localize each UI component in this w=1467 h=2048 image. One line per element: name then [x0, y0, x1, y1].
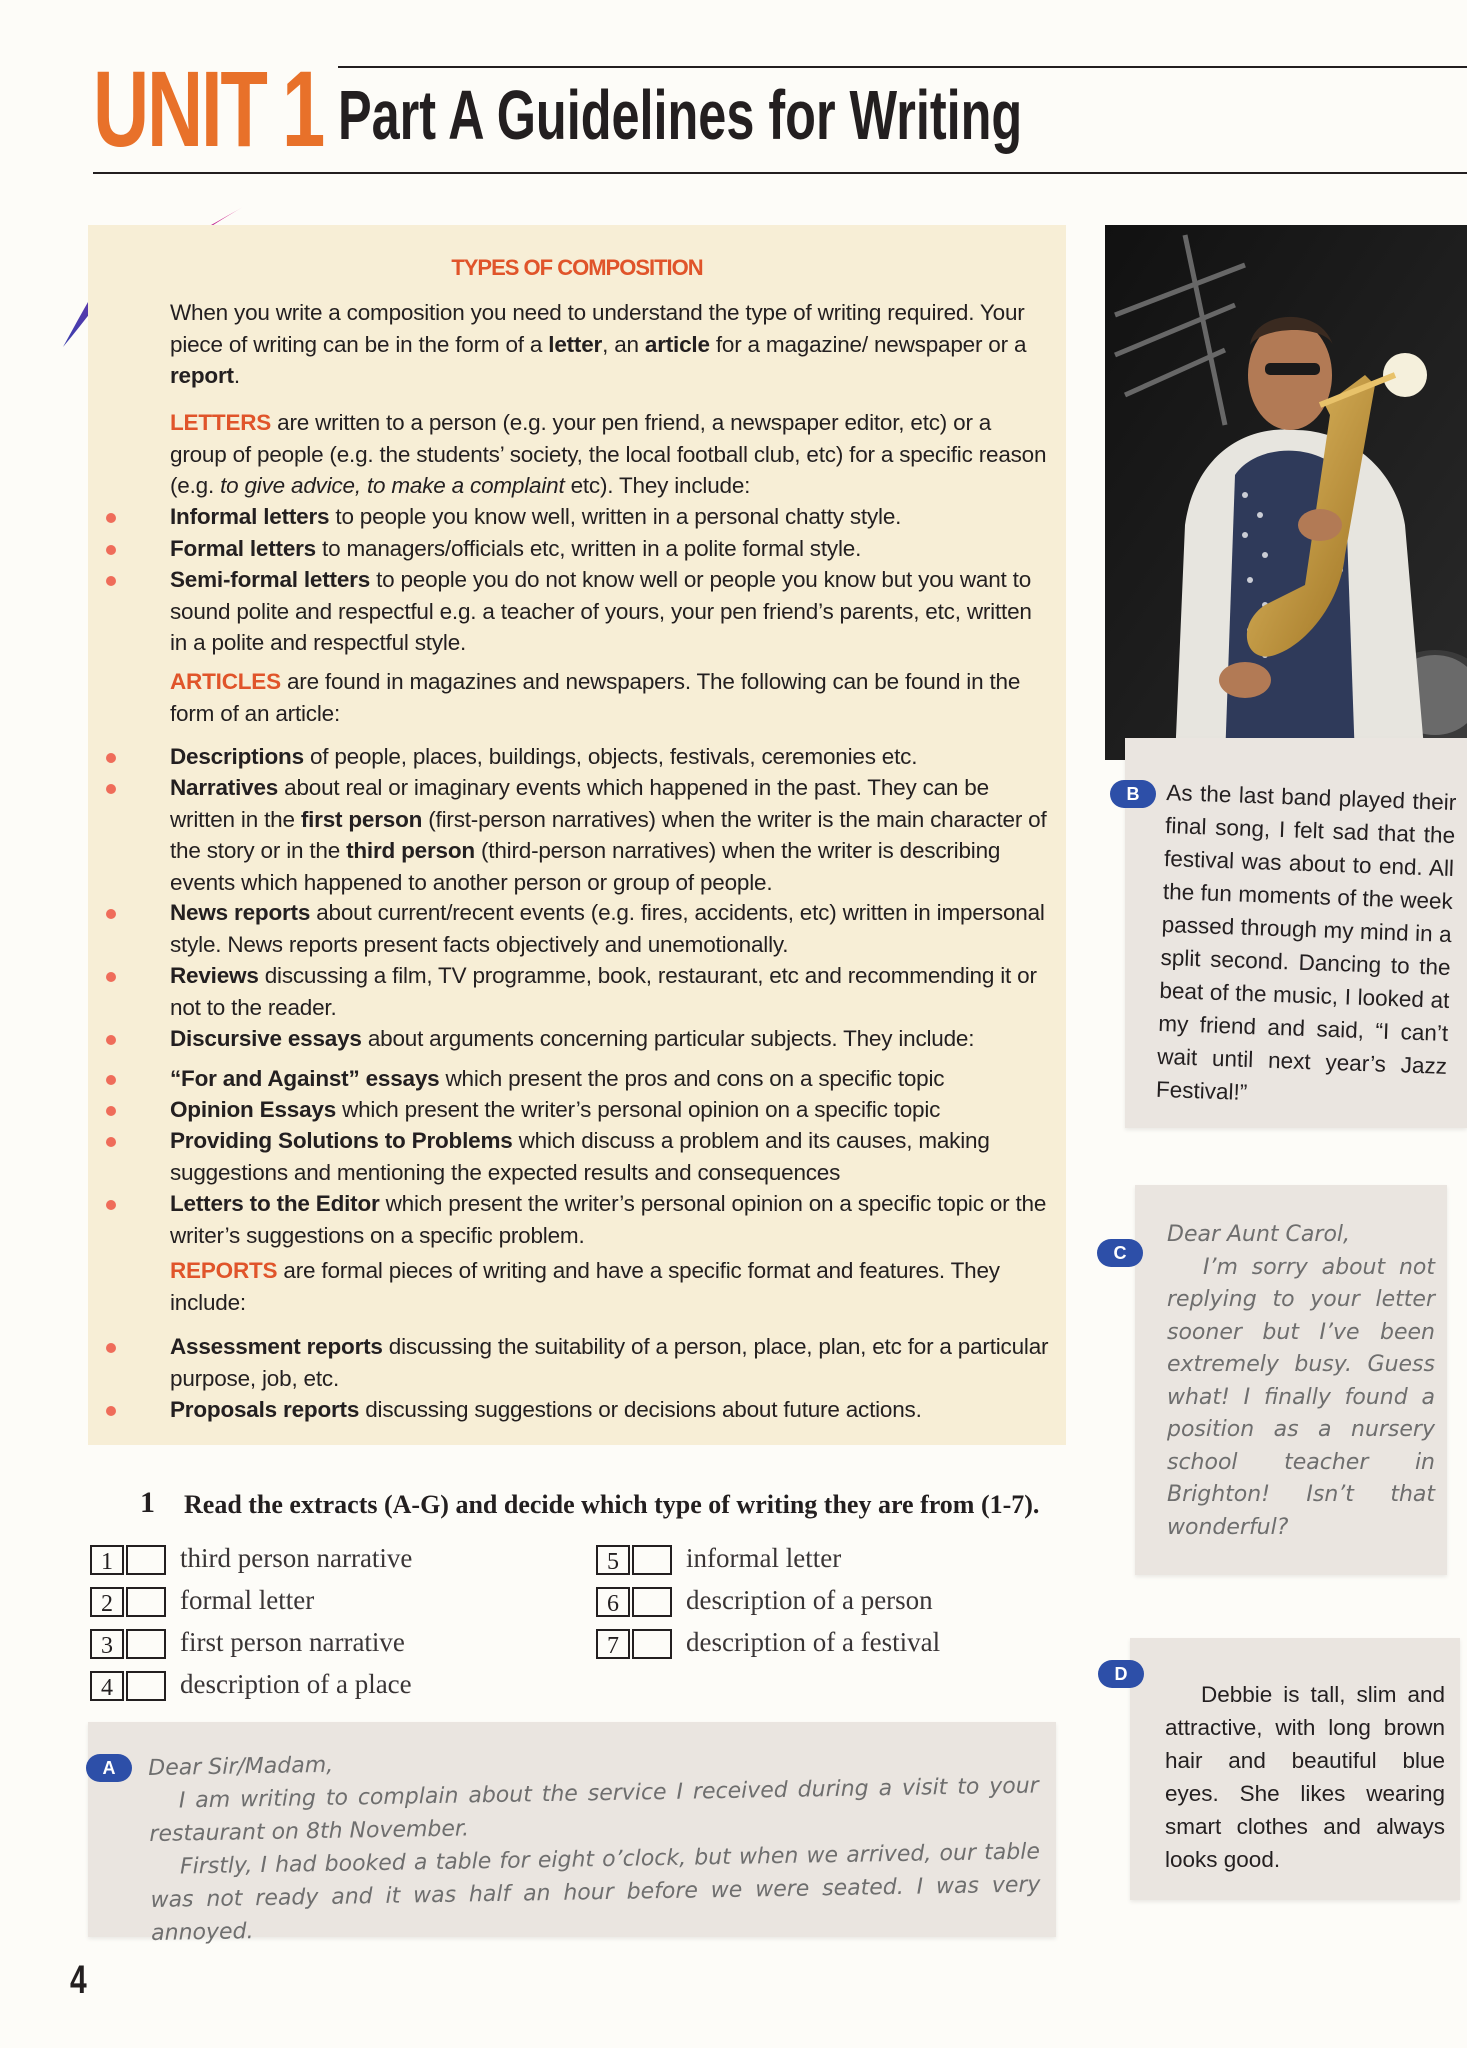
- bullet-dot: [106, 909, 116, 919]
- extract-a-note: [88, 1722, 1056, 1946]
- extract-b-badge: B: [1110, 780, 1156, 808]
- answer-box[interactable]: [126, 1545, 166, 1575]
- extract-a-line1: I am writing to complain about the service I received during a visit to your restaurant on 8th November.: [149, 1773, 1039, 1847]
- reports-text: are formal pieces of writing and have a specific format and features. They include:: [170, 1258, 1000, 1315]
- answer-box[interactable]: [126, 1587, 166, 1617]
- item-number: 6: [596, 1587, 630, 1617]
- articles-heading: ARTICLES: [170, 669, 281, 694]
- extract-b-note: [1125, 738, 1467, 1128]
- narratives-text-2: (first-person narratives) when the writer is the main character of the story or in the: [170, 806, 1047, 863]
- letters-text-2: etc). They include:: [564, 473, 751, 498]
- item-number: 4: [90, 1671, 124, 1701]
- letters-text-em: to give advice, to make a complaint: [220, 473, 565, 498]
- bullet-bold: Assessment reports: [170, 1334, 383, 1359]
- bullet-bold: Providing Solutions to Problems: [170, 1128, 513, 1153]
- bullet-informal-letters: [170, 501, 1050, 533]
- bullet-bold: Discursive essays: [170, 1026, 362, 1051]
- bullet-dot: [106, 513, 116, 523]
- bullet-bold: Reviews: [170, 963, 259, 988]
- bullet-dot: [106, 972, 116, 982]
- intro-article: article: [644, 331, 710, 357]
- bullet-proposals-reports: [170, 1394, 1050, 1426]
- letters-heading: LETTERS: [170, 410, 272, 435]
- bullet-assessment-reports: [170, 1331, 1050, 1394]
- bullet-text: to people you do not know well or people you know but you want to sound polite and respectful e.g. a teacher of yours, your pen friend’s parents, etc, written in a polite and respectful style.: [170, 567, 1032, 655]
- answer-box[interactable]: [632, 1545, 672, 1575]
- intro-text-2: , an: [602, 331, 645, 357]
- item-label: informal letter: [686, 1543, 842, 1573]
- item-number: 3: [90, 1629, 124, 1659]
- item-number: 5: [596, 1545, 630, 1575]
- articles-text: are found in magazines and newspapers. The following can be found in the form of an article:: [170, 669, 1021, 726]
- item-number: 7: [596, 1629, 630, 1659]
- bullet-letters-to-editor: [170, 1188, 1050, 1251]
- extract-c-letter: [1167, 1219, 1435, 1544]
- bullet-bold: Descriptions: [170, 744, 304, 769]
- bullet-narratives: [170, 772, 1050, 898]
- bullet-descriptions: [170, 741, 1050, 773]
- bullet-bold: Narratives: [170, 775, 279, 800]
- bullet-bold: Letters to the Editor: [170, 1191, 380, 1216]
- bullet-text: about arguments concerning particular subjects. They include:: [361, 1026, 975, 1051]
- bullet-dot: [106, 1343, 116, 1353]
- extract-c-text: I’m sorry about not replying to your letter sooner but I’ve been extremely busy. Guess what! I finally found a position as a nursery school teacher in Brighton! Isn’t that wonderful?: [1167, 1254, 1435, 1540]
- bullet-opinion-essays: [170, 1094, 1050, 1126]
- answer-box[interactable]: [126, 1629, 166, 1659]
- bullet-discursive-essays: [170, 1023, 1050, 1055]
- header-rule-top: [338, 66, 1467, 68]
- extract-a-badge: A: [86, 1754, 132, 1782]
- bullet-text: which present the writer’s personal opinion on a specific topic or the writer’s suggestions on a specific problem.: [170, 1191, 1047, 1248]
- intro-report: report: [170, 363, 234, 388]
- exercise-number: 1: [140, 1486, 155, 1519]
- item-label: first person narrative: [180, 1627, 405, 1657]
- saxophonist-photo: [1105, 225, 1467, 760]
- item-number: 1: [90, 1545, 124, 1575]
- bullet-text: which present the writer’s personal opinion on a specific topic: [336, 1097, 941, 1122]
- intro-text-4: .: [233, 363, 240, 388]
- bullet-reviews: [170, 960, 1050, 1023]
- bullet-bold: Proposals reports: [170, 1397, 360, 1422]
- item-label: description of a place: [180, 1669, 412, 1699]
- unit-number: 1: [282, 48, 326, 169]
- intro-letter: letter: [548, 331, 603, 357]
- bullet-dot: [106, 784, 116, 794]
- item-label: third person narrative: [180, 1543, 413, 1573]
- bullet-dot: [106, 1075, 116, 1085]
- bullet-text: to people you know well, written in a personal chatty style.: [329, 504, 902, 529]
- answer-box[interactable]: [632, 1629, 672, 1659]
- intro-text-1: When you write a composition you need to understand the type of writing required. Your piece of writing can be in the form of a: [170, 300, 1025, 357]
- extract-d-badge: D: [1098, 1660, 1144, 1688]
- extract-b-text: As the last band played their final song, I felt sad that the festival was about to end. All the fun moments of the week passed through my mind in a split second. Dancing to the beat of the music, I looked at my friend and said, “I can’t wait until next year’s Jazz Festival!”: [1155, 779, 1457, 1105]
- bullet-bold: Semi-formal letters: [170, 567, 371, 592]
- intro-text-3: for a magazine/ newspaper or a: [709, 331, 1027, 357]
- bullet-text: which present the pros and cons on a specific topic: [439, 1066, 945, 1091]
- extract-d-note: [1114, 1638, 1460, 1900]
- narratives-text-1: about real or imaginary events which happened in the past. They can be written in the: [170, 775, 989, 832]
- bullet-text: discussing a film, TV programme, book, restaurant, etc and recommending it or not to the reader.: [170, 963, 1037, 1020]
- extract-c-greeting: Dear Aunt Carol,: [1167, 1222, 1351, 1247]
- intro-paragraph: [170, 297, 1050, 392]
- item-label: formal letter: [180, 1585, 315, 1615]
- bullet-bold: News reports: [170, 900, 311, 925]
- extract-d-text: Debbie is tall, slim and attractive, with long brown hair and beautiful blue eyes. She likes wearing smart clothes and always looks good.: [1165, 1682, 1445, 1872]
- bullet-text: which discuss a problem and its causes, making suggestions and mentioning the expected results and consequences: [170, 1128, 990, 1185]
- bullet-dot: [106, 1106, 116, 1116]
- item-label: description of a festival: [686, 1627, 941, 1657]
- bullet-text: about current/recent events (e.g. fires, accidents, etc) written in impersonal style. News reports present facts objectively and unemotionally.: [170, 900, 1045, 957]
- extract-c-badge: C: [1097, 1239, 1143, 1267]
- bullet-dot: [106, 1137, 116, 1147]
- bullet-text: discussing the suitability of a person, place, plan, etc for a particular purpose, job, etc.: [170, 1334, 1049, 1391]
- item-number: 2: [90, 1587, 124, 1617]
- header-rule-bottom: [93, 172, 1467, 174]
- bullet-dot: [106, 576, 116, 586]
- bullet-solutions: [170, 1125, 1050, 1188]
- types-of-composition-panel: [88, 225, 1066, 1445]
- bullet-news-reports: [170, 897, 1050, 960]
- bullet-semi-formal-letters: [170, 564, 1050, 659]
- bullet-dot: [106, 753, 116, 763]
- extract-a-letter: [148, 1736, 1041, 1950]
- bullet-dot: [106, 1200, 116, 1210]
- articles-paragraph: [170, 666, 1050, 729]
- extract-a-greeting: Dear Sir/Madam,: [148, 1752, 334, 1781]
- narratives-third-person: third person: [346, 838, 475, 863]
- item-label: description of a person: [686, 1585, 933, 1615]
- narratives-text-3: (third-person narratives) when the writer is describing events which happened to another person or group of people.: [170, 838, 1001, 895]
- letters-paragraph: [170, 407, 1050, 502]
- letters-text-1: are written to a person (e.g. your pen friend, a newspaper editor, etc) or a group of people (e.g. the students’ society, the local football club, etc) for a specific reason (e.g.: [170, 410, 1047, 498]
- bullet-for-and-against: [170, 1063, 1050, 1095]
- bullet-dot: [106, 1406, 116, 1416]
- exercise-question: Read the extracts (A-G) and decide which type of writing they are from (1-7).: [184, 1490, 1040, 1519]
- bullet-text: discussing suggestions or decisions about future actions.: [359, 1397, 922, 1422]
- extract-a-line2: Firstly, I had booked a table for eight o’clock, but when we arrived, our table was not ready and it was half an hour before we were seated. I was very annoyed.: [150, 1839, 1041, 1946]
- bullet-bold: Opinion Essays: [170, 1097, 337, 1122]
- reports-heading: REPORTS: [170, 1258, 278, 1283]
- answer-box[interactable]: [126, 1671, 166, 1701]
- page-number: 4: [70, 1958, 87, 2002]
- bullet-bold: “For and Against” essays: [170, 1066, 440, 1091]
- bullet-formal-letters: [170, 533, 1050, 565]
- page-title: Part A Guidelines for Writing: [338, 76, 1023, 154]
- types-heading: TYPES OF COMPOSITION: [451, 255, 703, 280]
- bullet-dot: [106, 545, 116, 555]
- bullet-text: of people, places, buildings, objects, festivals, ceremonies etc.: [303, 744, 918, 769]
- bullet-text: to managers/officials etc, written in a polite formal style.: [316, 536, 862, 561]
- answer-box[interactable]: [632, 1587, 672, 1617]
- unit-label: UNIT: [93, 48, 266, 169]
- bullet-bold: Formal letters: [170, 536, 316, 561]
- bullet-dot: [106, 1035, 116, 1045]
- narratives-first-person: first person: [300, 806, 423, 832]
- extract-c-note: [1113, 1185, 1447, 1575]
- reports-paragraph: [170, 1255, 1050, 1318]
- bullet-bold: Informal letters: [170, 504, 330, 529]
